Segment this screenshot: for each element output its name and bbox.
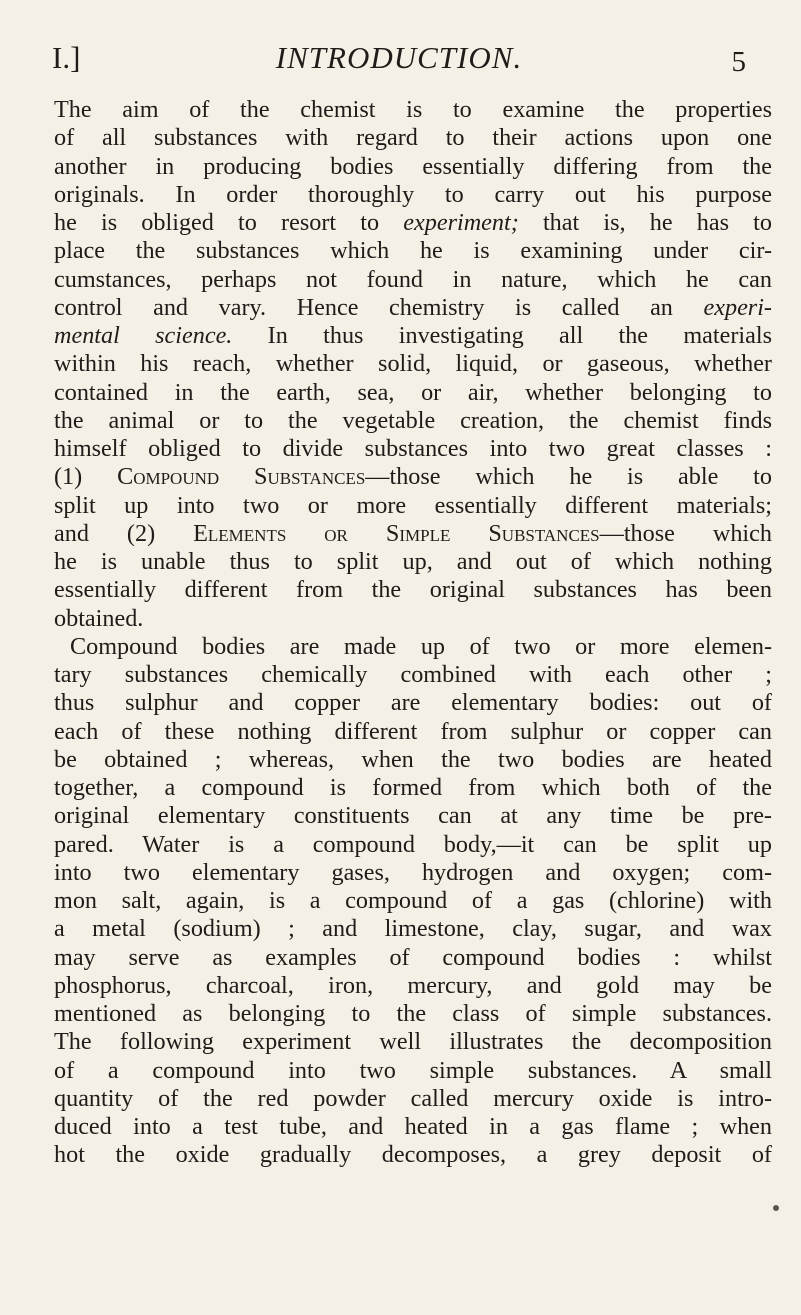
text-line: Compound bodies are made up of two or more elemen- (70, 632, 772, 660)
text-line: himself obliged to divide substances into two great classes : (54, 435, 772, 462)
text-line: mon salt, again, is a compound of a gas (chlorine) with (54, 887, 772, 914)
text-line: of all substances with regard to their actions upon one (54, 124, 772, 152)
text-line: cumstances, perhaps not found in nature, which he can (54, 265, 772, 293)
text-line: into two elementary gases, hydrogen and oxygen; com- (54, 858, 772, 886)
text-line: tary substances chemically combined with each other ; (54, 661, 772, 688)
text-line: he is obliged to resort to experiment; that is, he has to (54, 209, 772, 236)
text-line: of a compound into two simple substances. A small (54, 1056, 772, 1084)
text-line: mental science. In thus investigating all the materials (54, 322, 773, 349)
italic-term: experi- (703, 293, 772, 321)
text-line: quantity of the red powder called mercury oxide is intro- (54, 1084, 772, 1112)
text-line: contained in the earth, sea, or air, whether belonging to (54, 378, 772, 406)
text-line: phosphorus, charcoal, iron, mercury, and gold may be (54, 971, 772, 999)
text-line: hot the oxide gradually decomposes, a grey deposit of (54, 1141, 772, 1169)
text-line: may serve as examples of compound bodies : whilst (54, 943, 772, 971)
text-line: split up into two or more essentially different materials; (54, 491, 772, 519)
text-line: together, a compound is formed from which both of the (54, 774, 772, 801)
page-number: 5 (731, 46, 746, 78)
text-line: control and vary. Hence chemistry is called an experi- (54, 293, 772, 321)
text-line: another in producing bodies essentially differing from the (54, 152, 772, 180)
text-line: The aim of the chemist is to examine the properties (54, 96, 772, 123)
text-line: the animal or to the vegetable creation, the chemist finds (54, 406, 772, 434)
print-mark (773, 1205, 779, 1211)
text-line: he is unable thus to split up, and out of which nothing (54, 548, 772, 575)
text-line: (1) Compound Substances—those which he is able to (54, 463, 772, 491)
text-line: each of these nothing different from sulphur or copper can (54, 717, 772, 745)
text-line: The following experiment well illustrates the decomposition (54, 1028, 772, 1056)
text-line: original elementary constituents can at any time be pre- (54, 802, 772, 830)
running-title: INTRODUCTION. (275, 40, 523, 75)
chapter-number: I.] (52, 40, 81, 75)
body-text (54, 96, 772, 1170)
text-line: place the substances which he is examining under cir- (54, 237, 772, 265)
text-line: pared. Water is a compound body,—it can be split up (54, 830, 772, 858)
page-header (52, 40, 746, 84)
text-line: thus sulphur and copper are elementary bodies: out of (54, 689, 772, 717)
text-line: essentially different from the original substances has been (54, 576, 772, 604)
italic-term: experiment; (403, 209, 519, 236)
text-line: be obtained ; whereas, when the two bodies are heated (54, 745, 772, 773)
italic-term: mental science. (54, 322, 233, 349)
small-caps-term: Compound Substances (117, 463, 366, 491)
text-line: duced into a test tube, and heated in a gas flame ; when (54, 1113, 772, 1140)
text-line: within his reach, whether solid, liquid, or gaseous, whether (54, 350, 772, 378)
text-line: and (2) Elements or Simple Substances—those which (54, 519, 772, 547)
text-line: obtained. (54, 604, 144, 632)
text-line: originals. In order thoroughly to carry out his purpose (54, 180, 772, 208)
small-caps-term: Elements or Simple Substances (193, 519, 600, 547)
text-line: a metal (sodium) ; and limestone, clay, sugar, and wax (54, 915, 772, 943)
text-line: mentioned as belonging to the class of simple substances. (54, 1000, 772, 1027)
